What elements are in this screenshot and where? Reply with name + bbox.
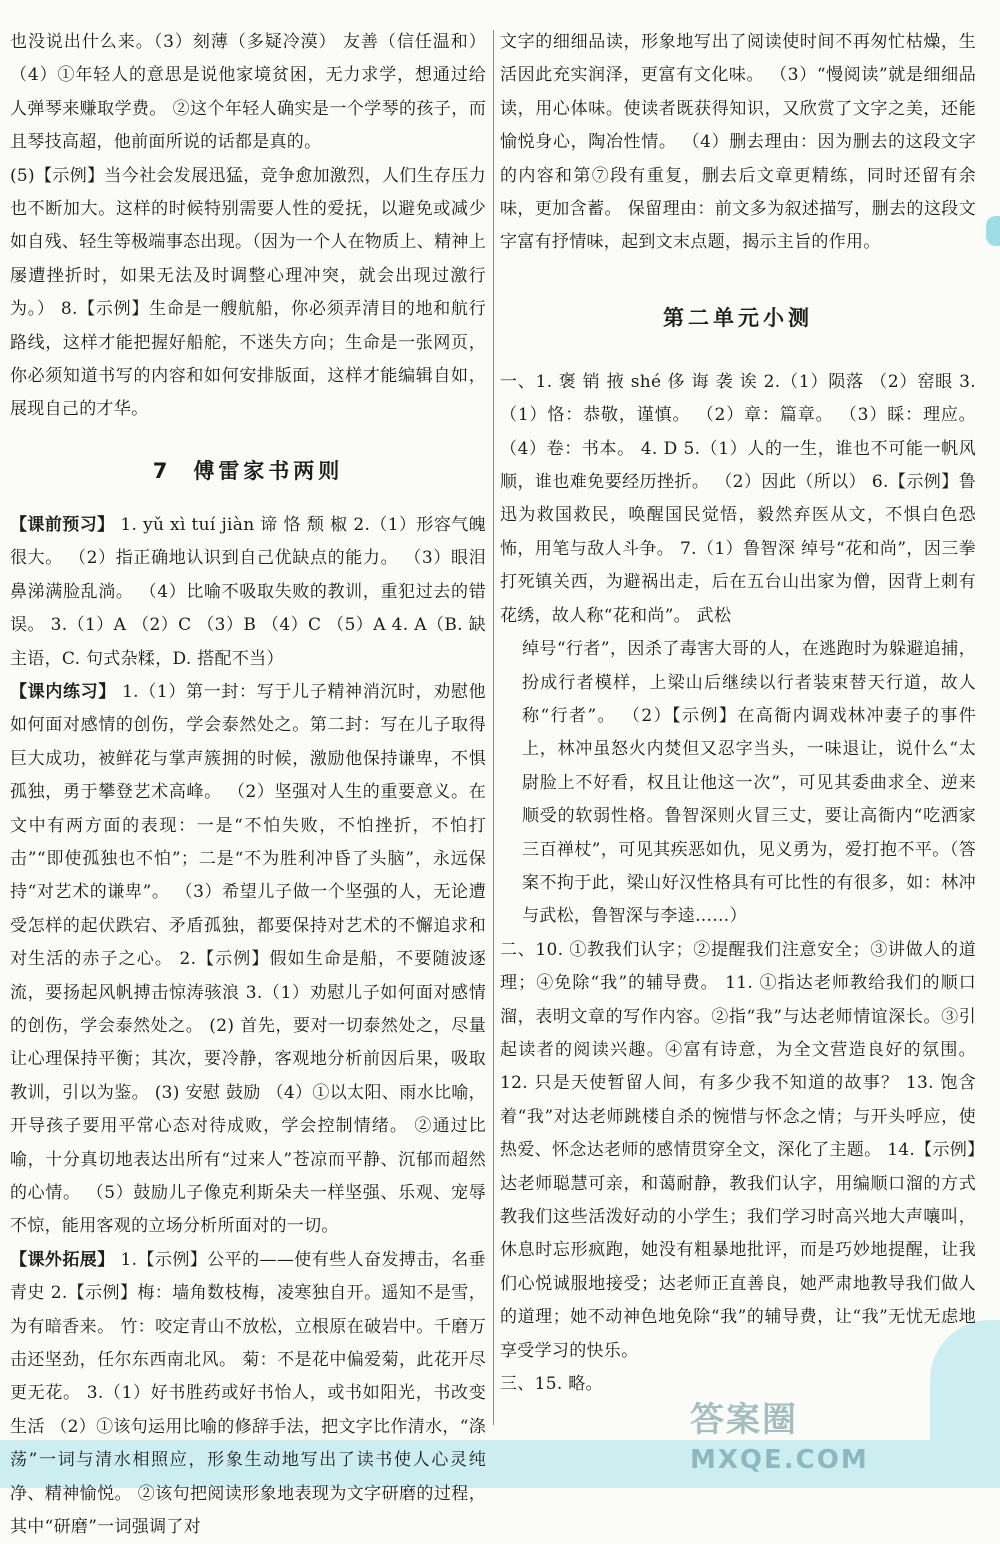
section-title: 傅雷家书两则 bbox=[193, 458, 344, 483]
part1-paragraph: 一、1. 褒 销 掖 shé 侈 诲 袭 诶 2.（1）陨落 （2）窑眼 3.（1）恪：恭敬，谨慎。 （2）章：篇章。 （3）睬：理应。 （4）卷：书本。 4. D 5.（1）人的一生，谁也不可能一帆风顺，谁也难免要经历挫折。 （2）因此（所以） 6.【示例】鲁迅为救国救民，唤醒国民觉悟，毅然弃医从文，不惧白色恐怖，用笔与敌人斗争。 7.（1）鲁智深 绰号“花和尚”，因三拳打死镇关西，为避祸出走，后在五台山出家为僧，因背上刺有花绣，故人称“花和尚”。 武松 bbox=[500, 371, 976, 626]
section-number: 7 bbox=[152, 458, 172, 483]
watermark-url: MXQE.COM bbox=[690, 1445, 869, 1475]
page-edge-tab bbox=[986, 216, 1000, 246]
unit-heading bbox=[500, 300, 976, 336]
practice-block bbox=[10, 676, 486, 1244]
left-column bbox=[10, 26, 486, 1544]
extension-text: 1.【示例】公平的——使有些人奋发搏击，名垂青史 2.【示例】梅：墙角数枝梅，凌寒独自开。遥知不是雪，为有暗香来。 竹：咬定青山不放松，立根原在破岩中。千磨万击还坚劲，任尔东西南北风。 菊：不是花中偏爱菊，此花开尽更无花。 3.（1）好书胜药或好书怡人，或书如阳光，书改变生活 （2）①该句运用比喻的修辞手法，把文字比作清水，“涤荡”一词与清水相照应，形象生动地写出了读书使人心灵纯净、精神愉悦。 ②该句把阅读形象地表现为文字研磨的过程，其中“研磨”一词强调了对 bbox=[10, 1249, 486, 1538]
column-divider bbox=[493, 30, 494, 1425]
example-paragraph: (5)【示例】当今社会发展迅猛，竞争愈加激烈，人们生存压力也不断加大。这样的时候特别需要人性的爱抚，以避免或减少如自残、轻生等极端事态出现。（因为一个人在物质上、精神上屡遭挫折时，如果无法及时调整心理冲突，就会出现过激行为。） 8.【示例】生命是一艘航船，你必须弄清目的地和航行路线，这样才能把握好船舵，不迷失方向；生命是一张网页，你必须知道书写的内容和如何安排版面，这样才能编辑自如，展现自己的才华。 bbox=[10, 165, 486, 420]
extension-block bbox=[10, 1244, 486, 1544]
preview-tag: 【课前预习】 bbox=[10, 514, 115, 535]
continuation-paragraph: 文字的细细品读，形象地写出了阅读使时间不再匆忙枯燥，生活因此充实润泽，更富有文化味。 （3）“慢阅读”就是细细品读，用心体味。使读者既获得知识，又欣赏了文字之美，还能愉悦身心，陶冶性情。 （4）删去理由：因为删去的这段文字的内容和第⑦段有重复，删去后文章更精练，同时还留有余味，更加含蓄。 保留理由：前文多为叙述描写，删去的这段文字富有抒情味，起到文末点题，揭示主旨的作用。 bbox=[500, 32, 976, 253]
right-column bbox=[500, 26, 976, 1401]
part2-paragraph: 二、10. ①教我们认字；②提醒我们注意安全；③讲做人的道理；④免除“我”的辅导费。 11. ①指达老师教给我们的顺口溜，表明文章的写作内容。②指“我”与达老师情谊深长。③引起读者的阅读兴趣。④富有诗意，为全文营造良好的氛围。 12. 只是天使暂留人间，有多少我不知道的故事？ 13. 饱含着“我”对达老师跳楼自杀的惋惜与怀念之情；与开头呼应，使热爱、怀念达老师的感情贯穿全文，深化了主题。 14.【示例】达老师聪慧可亲，和蔼耐静，教我们认字，用编顺口溜的方式教我们这些活泼好动的小学生；我们学习时高兴地大声嚷叫，休息时忘形疯跑，她没有粗暴地批评，而是巧妙地提醒，让我们心悦诚服地接受；达老师正直善良，她严肃地教导我们做人的道理；她不动神色地免除“我”的辅导费，让“我”无忧无虑地享受学习的快乐。 bbox=[500, 939, 976, 1361]
watermark-logo bbox=[690, 1400, 889, 1480]
practice-text: 1.（1）第一封：写于儿子精神消沉时，劝慰他如何面对感情的创伤，学会泰然处之。第二封：写在儿子取得巨大成功，被鲜花与掌声簇拥的时候，激励他保持谦卑，不惧孤独，勇于攀登艺术高峰。 （2）坚强对人生的重要意义。在文中有两方面的表现：一是“不怕失败，不怕挫折，不怕打击”“即使孤独也不怕”；二是“不为胜利冲昏了头脑”，永远保持“对艺术的谦卑”。 （3）希望儿子做一个坚强的人，无论遭受怎样的起伏跌宕、矛盾孤独，都要保持对艺术的不懈追求和对生活的赤子之心。 2.【示例】假如生命是船，不要随波逐流，要扬起风帆搏击惊涛骇浪 3.（1）劝慰儿子如何面对感情的创伤，学会泰然处之。 (2) 首先，要对一切泰然处之，尽量让心理保持平衡；其次，要冷静，客观地分析前因后果，吸取教训，引以为鉴。 (3) 安慰 鼓励 （4）①以太阳、雨水比喻，开导孩子要用平常心态对待成败，学会控制情绪。 ②通过比喻，十分真切地表达出所有“过来人”苍凉而平静、沉郁而超然的心情。 （5）鼓励儿子像克利斯朵夫一样坚强、乐观、宠辱不惊，能用客观的立场分析所面对的一切。 bbox=[10, 681, 486, 1237]
intro-paragraph: 也没说出什么来。（3）刻薄（多疑冷漠） 友善（信任温和） （4）①年轻人的意思是说他家境贫困，无力求学，想通过给人弹琴来赚取学费。 ②这个年轻人确实是一个学琴的孩子，而且琴技高超，他前面所说的话都是真的。 bbox=[10, 32, 486, 153]
preview-block bbox=[10, 509, 486, 676]
part3-paragraph: 三、15. 略。 bbox=[500, 1374, 603, 1395]
extension-tag: 【课外拓展】 bbox=[10, 1249, 115, 1270]
practice-tag: 【课内练习】 bbox=[10, 681, 116, 702]
part1-continuation: 绰号“行者”，因杀了毒害大哥的人，在逃跑时为躲避追捕，扮成行者模样，上梁山后继续以行者装束替天行道，故人称“行者”。 （2）【示例】在高衙内调戏林冲妻子的事件上，林冲虽怒火内焚但又忍字当头，一味退让，说什么“太尉脸上不好看，权且让他这一次”，可见其委曲求全、逆来顺受的软弱性格。鲁智深则火冒三丈，要让高衙内“吃洒家三百禅杖”，可见其疾恶如仇，见义勇为，爱打抱不平。（答案不拘于此，梁山好汉性格具有可比性的有很多，如：林冲与武松，鲁智深与李逵……） bbox=[522, 639, 976, 927]
watermark-main: 答案圈 bbox=[690, 1400, 798, 1440]
unit-title: 第二单元小测 bbox=[663, 305, 813, 330]
preview-text: 1. yǔ xì tuí jiàn 谛 恪 颓 椒 2.（1）形容气魄很大。 （2）指正确地认识到自己优缺点的能力。 （3）眼泪鼻涕满脸乱淌。 （4）比喻不吸取失败的教训，重犯过去的错误。 3.（1）A （2）C （3）B （4）C （5）A 4. A（B. 缺主语，C. 句式杂糅，D. 搭配不当） bbox=[10, 514, 486, 669]
section-heading bbox=[10, 453, 486, 489]
